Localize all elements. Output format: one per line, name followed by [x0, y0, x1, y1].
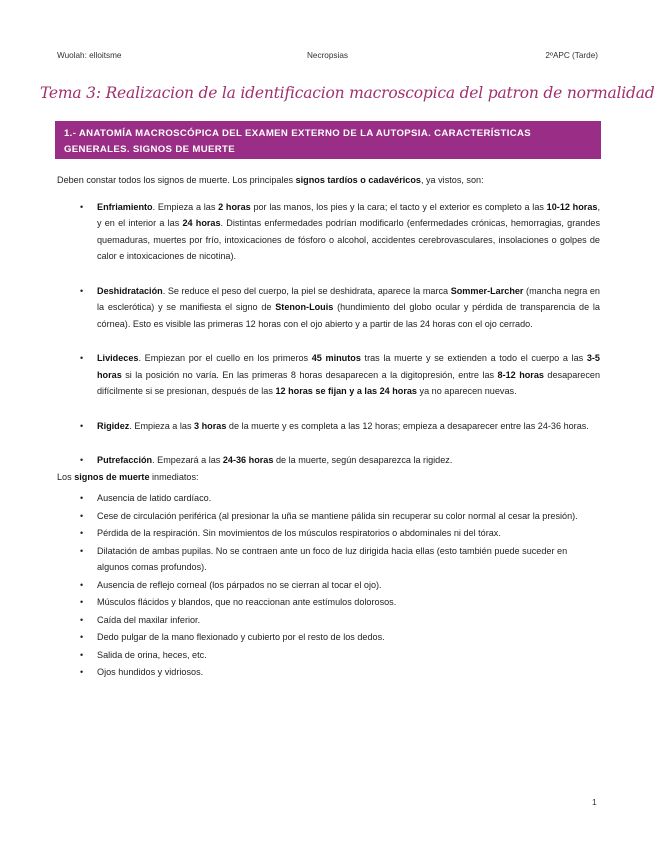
list-item — [57, 664, 600, 681]
list-item-text: Pérdida de la respiración. Sin movimientos de los músculos respiratorios o abdominales ni del tórax. — [97, 528, 501, 538]
bold: Stenon-Louis — [275, 302, 334, 312]
bullet-icon: • — [80, 632, 84, 642]
list-item-enfriamiento — [57, 199, 600, 265]
section-heading-line-1: 1.- ANATOMÍA MACROSCÓPICA DEL EXAMEN EXTERNO DE LA AUTOPSIA. CARACTERÍSTICAS — [64, 128, 532, 139]
bullet-icon: • — [80, 201, 84, 212]
list-item — [57, 543, 600, 576]
list-item-text: Músculos flácidos y blandos, que no reaccionan ante estímulos dolorosos. — [97, 597, 397, 607]
bullet-icon: • — [80, 614, 84, 625]
list-item-rigidez — [57, 418, 600, 435]
list-item — [57, 525, 600, 542]
bullet-icon: • — [80, 420, 84, 431]
text: inmediatos: — [149, 471, 199, 482]
list-item — [57, 577, 600, 594]
term: Livideces — [97, 353, 139, 363]
text: ya no aparecen nuevas. — [417, 386, 517, 396]
list-item-deshidratacion — [57, 283, 600, 333]
bullet-icon: • — [80, 528, 84, 538]
list-item — [57, 594, 600, 611]
header-author: Wuolah: elloitsme — [57, 51, 122, 60]
bold: 2 horas — [218, 201, 251, 212]
section-heading-line-2: GENERALES. SIGNOS DE MUERTE — [64, 143, 235, 155]
bullet-icon: • — [80, 597, 84, 607]
list-item — [57, 629, 600, 646]
term: Rigidez — [97, 420, 130, 431]
bold: 3 horas — [194, 420, 227, 431]
text: Los — [57, 471, 75, 482]
intro-paragraph — [57, 172, 600, 189]
bullet-icon: • — [80, 510, 84, 521]
bold: 12 horas se fijan y a las 24 horas — [275, 386, 417, 396]
bold: 8-12 horas — [497, 369, 544, 380]
document-body — [57, 172, 600, 682]
bullet-icon: • — [80, 649, 84, 660]
text: (hundimiento del globo ocular y pérdida de transparencia de la córnea). Esto es visible las primeras 12 horas con el ojo abierto y a partir de las 24 horas con el ojo cerrado. — [97, 302, 600, 329]
text: . Distintas enfermedades podrían modificarlo (enfermedades crónicas, hemorragias, grandes quemaduras, muertes por frío, intoxicaciones de fósforo o alcohol, accidentes cerebrovasculares, insolaciones o golpes de calor e intoxicaciones de nicotina). — [97, 218, 601, 261]
text: desaparecen difícilmente si se presionan, después de las — [97, 369, 601, 396]
bullet-icon: • — [80, 667, 84, 677]
bold: 3-5 horas — [97, 353, 600, 380]
bullet-icon: • — [80, 455, 84, 465]
list-item — [57, 647, 600, 664]
text: . Empiezan por el cuello en los primeros — [138, 353, 312, 363]
text: de la muerte, según desaparezca la rigidez. — [273, 455, 453, 465]
bold: 24-36 horas — [222, 455, 274, 465]
text: . Empezará a las — [152, 455, 223, 465]
bullet-icon: • — [80, 353, 84, 363]
bold: 10-12 horas — [546, 201, 598, 212]
text: . Empieza a las — [129, 420, 195, 431]
text: . Empieza a las — [152, 201, 219, 212]
text: de la muerte y es completa a las 12 horas; empieza a desaparecer entre las 24-36 horas. — [226, 420, 589, 431]
term: Enfriamiento — [97, 201, 153, 212]
page-header — [57, 51, 598, 65]
list-item-text: Dilatación de ambas pupilas. No se contraen ante un foco de luz dirigida hacia ellas (esto también puede suceder en algunos comas profundos). — [97, 545, 568, 572]
immediate-signs-intro — [57, 469, 600, 486]
bold: Sommer-Larcher — [450, 285, 524, 296]
list-item-text: Dedo pulgar de la mano flexionado y cubierto por el resto de los dedos. — [97, 632, 385, 642]
bullet-icon: • — [80, 545, 84, 556]
bullet-icon: • — [80, 579, 84, 590]
list-item-text: Ausencia de reflejo corneal (los párpados no se cierran al tocar el ojo). — [97, 579, 382, 590]
term: Putrefacción — [97, 455, 153, 465]
document-title: Tema 3: Realizacion de la identificacion macroscopica del patron de normalidad — [40, 84, 655, 102]
section-heading-bar — [55, 121, 601, 159]
list-item-text: Ojos hundidos y vidriosos. — [97, 667, 204, 677]
list-item-text: Cese de circulación periférica (al presionar la uña se mantiene pálida sin recuperar su color normal al cesar la presión). — [97, 510, 578, 521]
text: (mancha negra en la esclerótica) y se manifiesta el signo de — [97, 285, 600, 312]
immediate-signs-list — [57, 490, 600, 681]
text: , y en el interior a las — [97, 201, 600, 228]
header-course: 2ºAPC (Tarde) — [545, 51, 598, 60]
list-item — [57, 490, 600, 507]
list-item-text: Caída del maxilar inferior. — [97, 614, 201, 625]
intro-text: Deben constar todos los signos de muerte. Los principales — [57, 175, 296, 185]
list-item-text: Ausencia de latido cardíaco. — [97, 493, 212, 503]
list-item-livideces — [57, 350, 600, 400]
bold: signos de muerte — [74, 471, 150, 482]
list-item — [57, 508, 600, 525]
bold: 45 minutos — [311, 353, 361, 363]
bullet-icon: • — [80, 285, 84, 296]
intro-text-end: , ya vistos, son: — [420, 175, 484, 185]
text: si la posición no varía. En las primeras 8 horas desaparecen a la digitopresión, entre las — [121, 369, 498, 380]
bullet-icon: • — [80, 493, 84, 503]
header-subject: Necropsias — [307, 51, 348, 60]
late-signs-list — [57, 199, 600, 469]
bold: 24 horas — [182, 218, 221, 228]
intro-bold: signos tardíos o cadavéricos — [295, 175, 421, 185]
text: . Se reduce el peso del cuerpo, la piel se deshidrata, aparece la marca — [162, 285, 451, 296]
list-item-putrefaccion — [57, 452, 600, 469]
page-number: 1 — [592, 797, 597, 807]
term: Deshidratación — [97, 285, 163, 296]
text: tras la muerte y se extienden a todo el cuerpo a las — [360, 353, 587, 363]
list-item — [57, 612, 600, 629]
text: por las manos, los pies y la cara; el tacto y el exterior es completo a las — [250, 201, 547, 212]
list-item-text: Salida de orina, heces, etc. — [97, 649, 207, 660]
